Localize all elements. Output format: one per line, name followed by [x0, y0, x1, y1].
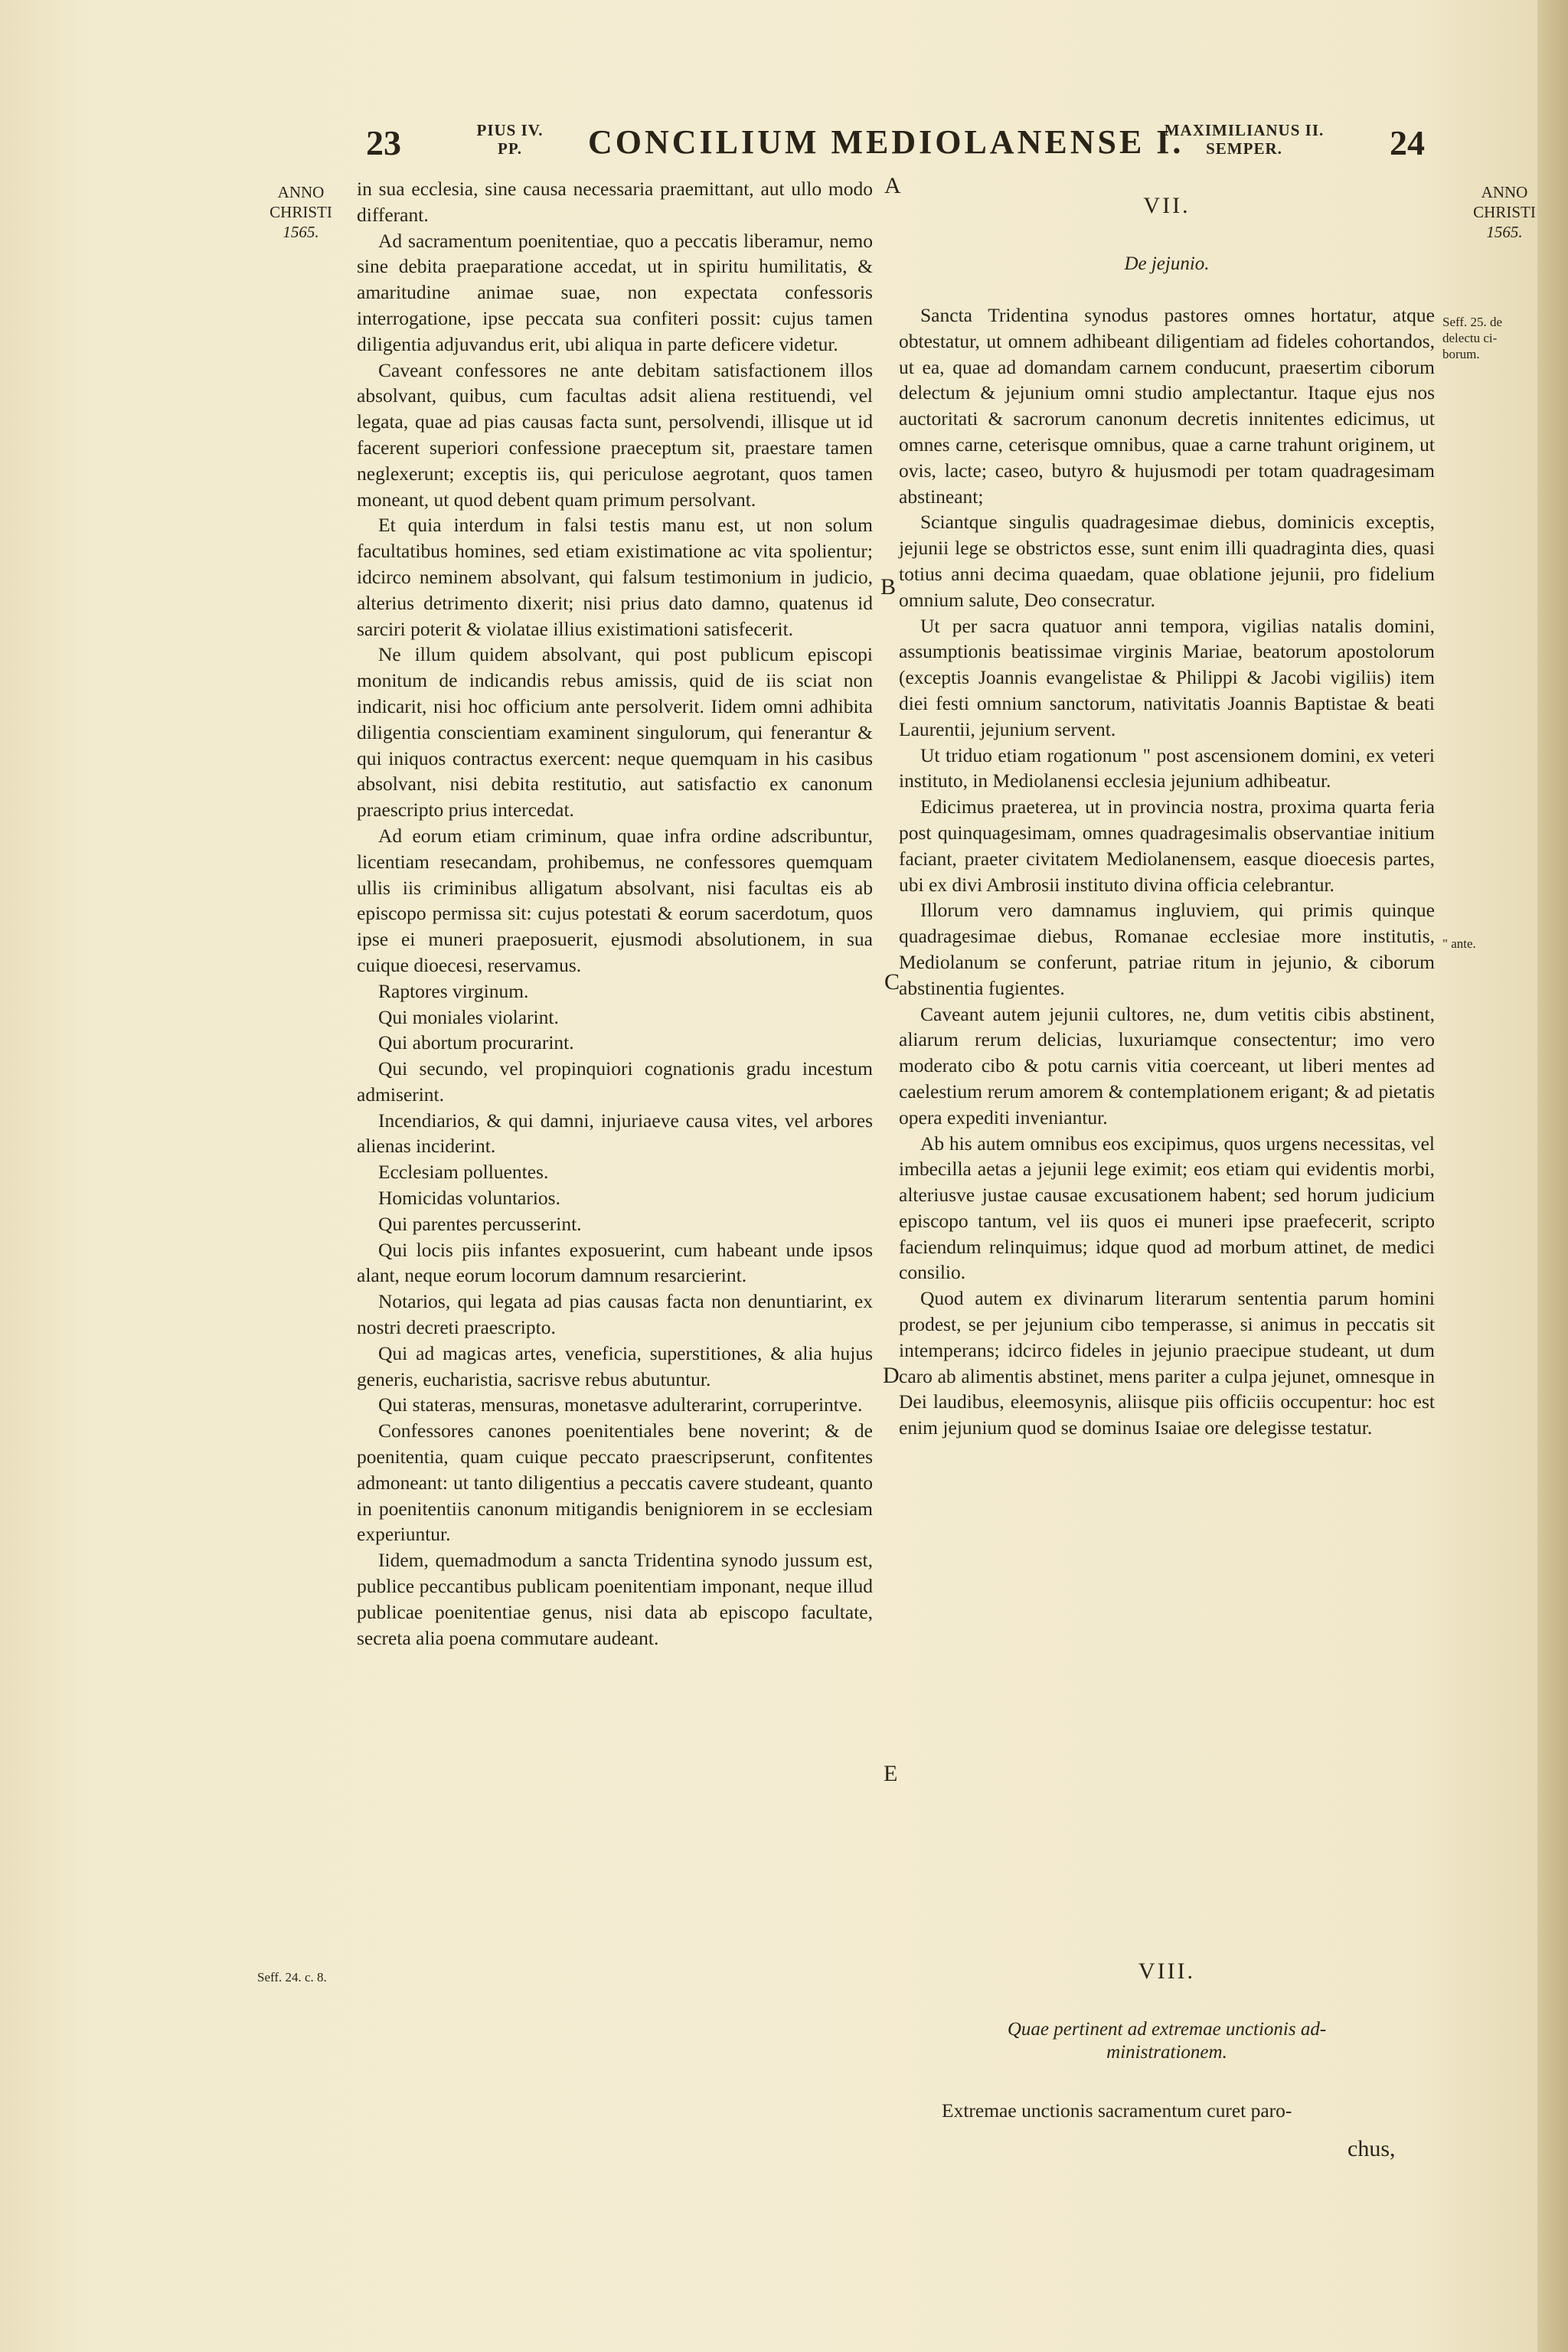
section-8-title-line1: Quae pertinent ad extremae unctionis ad- — [1007, 2019, 1327, 2040]
christi-label: CHRISTI — [1473, 203, 1536, 221]
section-letter-c: C — [884, 969, 900, 995]
year-label: 1565. — [1486, 223, 1523, 241]
paragraph: Confessores canones poenitentiales bene noverint; & de poenitentia, quam cuique peccato praescripserunt, confitentes admoneant: ut tanto diligentius a peccatis cavere studeant, quanto in poenitentiis canonum mitigandis benigniorem in se ecclesiam experiuntur. — [357, 1419, 873, 1546]
section-8-title — [899, 2018, 1435, 2064]
paragraph: Ne illum quidem absolvant, qui post publicum episcopi monitum de indicandis rebus amissis, quid de iis sciat non indicarit, nisi hoc officium ante persolverit. Iidem omni adhibita diligentia conscientiam examinent singulorum, qui fenerantur & qui iniquos contractus exercent: neque quemquam in his casibus absolvant, nisi debita restitutio, aut satisfactio ex canonum praescripto prius intercedat. — [357, 643, 873, 822]
paragraph: Raptores virginum. — [378, 979, 529, 1002]
pope-name: PIUS IV. — [476, 121, 544, 139]
paragraph: Incendiarios, & qui damni, injuriaeve causa vites, vel arbores alienas inciderint. — [357, 1109, 873, 1158]
emperor-sub: SEMPER. — [1206, 139, 1282, 158]
section-letter-d: D — [883, 1363, 900, 1388]
sess25-line1: Seff. 25. de — [1442, 315, 1503, 329]
paragraph: Quod autem ex divinarum literarum sententia parum homini prodest, se per jejunium cibo temperasse, si animus in peccatis sit intemperans; idcirco fideles in jejunio praecipue studeant, ut dum caro ab alimentis abstinet, mens pariter a culpa jejunet, omnesque in Dei laudibus, eleemosynis, aliisque piis officiis occupentur: hoc est enim jejunium quod se dominus Isaiae ore delegisse testatur. — [899, 1287, 1435, 1439]
paragraph: Ecclesiam polluentes. — [378, 1161, 549, 1184]
left-text-column — [357, 176, 873, 1651]
paragraph: Qui stateras, mensuras, monetasve adulterarint, corruperintve. — [378, 1393, 863, 1416]
paragraph: Qui ad magicas artes, veneficia, superstitiones, & alia hujus generis, eucharistia, sacrisve rebus abutuntur. — [357, 1341, 873, 1390]
paragraph: Notarios, qui legata ad pias causas facta non denuntiarint, ex nostri decreti praescripto. — [357, 1290, 873, 1339]
anno-label: ANNO — [277, 183, 325, 201]
paragraph: Homicidas voluntarios. — [378, 1187, 560, 1210]
margin-note-sess24: Seff. 24. c. 8. — [257, 1970, 327, 1984]
paragraph: Ab his autem omnibus eos excipimus, quos urgens necessitas, vel imbecilla aetas a jejunii lege eximit; eos etiam qui evidentis morbi, alteriusve justae causae excusationem habent; sed horum judicium episcopo tantum, vel iis quos ei muneri ipse praefecerit, scripto faciendum relinquimus; idque quod ad morbum attinet, de medici consilio. — [899, 1132, 1435, 1284]
paragraph: Ad sacramentum poenitentiae, quo a peccatis liberamur, nemo sine debita praeparatione accedat, ut in spiritu humilitatis, & amaritudine animae suae, non expectata confessoris interrogatione, ipse peccata sua confiteri possit: cujus tamen diligentia adjuvandus erit, ubi aliqua in parte deficere videtur. — [357, 229, 873, 355]
anno-label: ANNO — [1481, 183, 1528, 201]
pope-sub: PP. — [498, 139, 522, 158]
right-margin-date — [1459, 182, 1550, 242]
paragraph: Ut per sacra quatuor anni tempora, vigilias natalis domini, assumptionis beatissimae virginis Mariae, beatorum apostolorum (exceptis Joannis evangelistae & Philippi & Jacobi vigiliis) item diei festi omnium sanctorum, nativitatis Joannis Baptistae & beati Laurentii, jejunium servent. — [899, 614, 1435, 740]
paragraph: Illorum vero damnamus ingluviem, qui primis quinque quadragesimae diebus, Romanae ecclesiae more institutis, Mediolanum se conferunt, patriae ritum in jejunio, & ciborum abstinentia fugientes. — [899, 899, 1435, 999]
section-8-number: VIII. — [1138, 1958, 1196, 1984]
section-letter-a: A — [884, 173, 901, 198]
section-letter-e: E — [884, 1761, 898, 1786]
section-7-title: De jejunio. — [1124, 253, 1210, 274]
margin-note-ante — [1442, 936, 1476, 952]
emperor-heading — [1156, 121, 1332, 158]
section-8-opening: Extremae unctionis sacramentum curet paro- — [942, 2099, 1292, 2122]
christi-label: CHRISTI — [270, 203, 332, 221]
section-8-title-line2: ministrationem. — [1106, 2042, 1227, 2063]
paragraph: Caveant autem jejunii cultores, ne, dum vetitis cibis abstinent, aliarum rerum delicias, luxuriamque consectentur; imo vero moderato cibo & potu carnis vitia coerceant, ut liberi mentes ad caelestium rerum amorem & contemplationem erigant; & ad pietatis opera expediti inveniantur. — [899, 1002, 1435, 1129]
paragraph: Sciantque singulis quadragesimae diebus, dominicis exceptis, jejunii lege se obstrictos esse, sunt enim illi quadraginta dies, quasi totius anni decima quaedam, quae oblatione jejunii, pro fidelium omnium salute, Deo consecratur. — [899, 511, 1435, 611]
paragraph: Qui locis piis infantes exposuerint, cum habeant unde ipsos alant, neque eorum locorum damnum resarcierint. — [357, 1238, 873, 1287]
left-margin-date — [256, 182, 346, 242]
emperor-name: MAXIMILIANUS II. — [1164, 121, 1325, 139]
paragraph: Caveant confessores ne ante debitam satisfactionem illos absolvant, quibus, cum facultas adsit aliena restituendi, vel legata, quae ad pias causas facta sunt, persolvendi, illisque ut id facerent superiori confessione praeceptum sit, praestare tamen neglexerunt; exceptis iis, qui periculose aegrotant, quos tamen moneant, ut quod debent quam primum persolvant. — [357, 358, 873, 511]
margin-note-sess25 — [1442, 314, 1534, 362]
sess25-line2: delectu ci- — [1442, 331, 1498, 345]
sess25-line3: borum. — [1442, 347, 1480, 361]
paragraph: Sancta Tridentina synodus pastores omnes hortatur, atque obtestatur, ut omnem adhibeant diligentiam ad fideles cohortandos, ut ea, quae ad domandam carnem conducunt, praesertim ciborum delectum & jejunium omni studio amplectantur. Itaque ejus nos auctoritati & sacrorum canonum decretis innitentes edicimus, ut omnes carne, ceterisque omnibus, quae a carne trahunt originem, ut ovis, lacte; caseo, butyro & hujusmodi per totam quadragesimam abstineant; — [899, 304, 1435, 508]
ante-mark: " — [1442, 936, 1448, 951]
catchword: chus, — [1348, 2136, 1396, 2161]
paragraph: Ut triduo etiam rogationum " post ascensionem domini, ex veteri instituto, in Mediolanensi ecclesia jejunium adhibeatur. — [899, 743, 1435, 792]
page-title: CONCILIUM MEDIOLANENSE I. — [588, 123, 1184, 161]
paragraph: Qui secundo, vel propinquiori cognationis gradu incestum admiserint. — [357, 1057, 873, 1106]
ante-label: ante. — [1451, 936, 1476, 951]
paragraph: Iidem, quemadmodum a sancta Tridentina synodo jussum est, publice peccantibus publicam poenitentiam imponant, neque illud publicae poenitentiae genus, nisi data ab episcopo facultate, secreta alia poena commutare audeant. — [357, 1549, 873, 1649]
section-7-number: VII. — [1143, 193, 1191, 218]
paragraph: in sua ecclesia, sine causa necessaria praemittant, aut ullo modo differant. — [357, 178, 873, 226]
year-label: 1565. — [283, 223, 319, 241]
section-letter-b: B — [880, 574, 897, 599]
paragraph: Et quia interdum in falsi testis manu est, ut non solum facultatibus homines, sed etiam existimatione ac vita spolientur; idcirco neminem absolvant, qui falsum testimonium in judicio, alterius detrimento dixerit; nisi prius dato damno, quatenus id sarciri poterit & violatae illius existimationi satisfecerit. — [357, 514, 873, 640]
page-number-left: 23 — [366, 123, 401, 162]
paragraph: Ad eorum etiam criminum, quae infra ordine adscribuntur, licentiam resecandam, prohibemus, ne confessores quemquam ullis iis criminibus alligatum absolvant, nisi facultas eis ab episcopo permissa sit: cujus potestati & eorum sacerdotum, quos ipse ei muneri praeposuerit, ejusmodi absolutionem, in sua cuique dioecesi, reservamus. — [357, 824, 873, 976]
pope-heading — [456, 121, 564, 158]
right-text-column — [899, 302, 1435, 1441]
paragraph: Qui moniales violarint. — [378, 1005, 559, 1028]
paragraph: Qui abortum procurarint. — [378, 1031, 574, 1054]
page-number-right: 24 — [1390, 123, 1425, 162]
paragraph: Edicimus praeterea, ut in provincia nostra, proxima quarta feria post quinquagesimam, omnes quadragesimalis observantiae initium faciant, praeter civitatem Mediolanensem, easque dioecesis partes, ubi ex divi Ambrosii instituto divina officia celebrantur. — [899, 795, 1435, 896]
paragraph: Qui parentes percusserint. — [378, 1212, 582, 1235]
facing-page-edge — [1537, 0, 1568, 2352]
